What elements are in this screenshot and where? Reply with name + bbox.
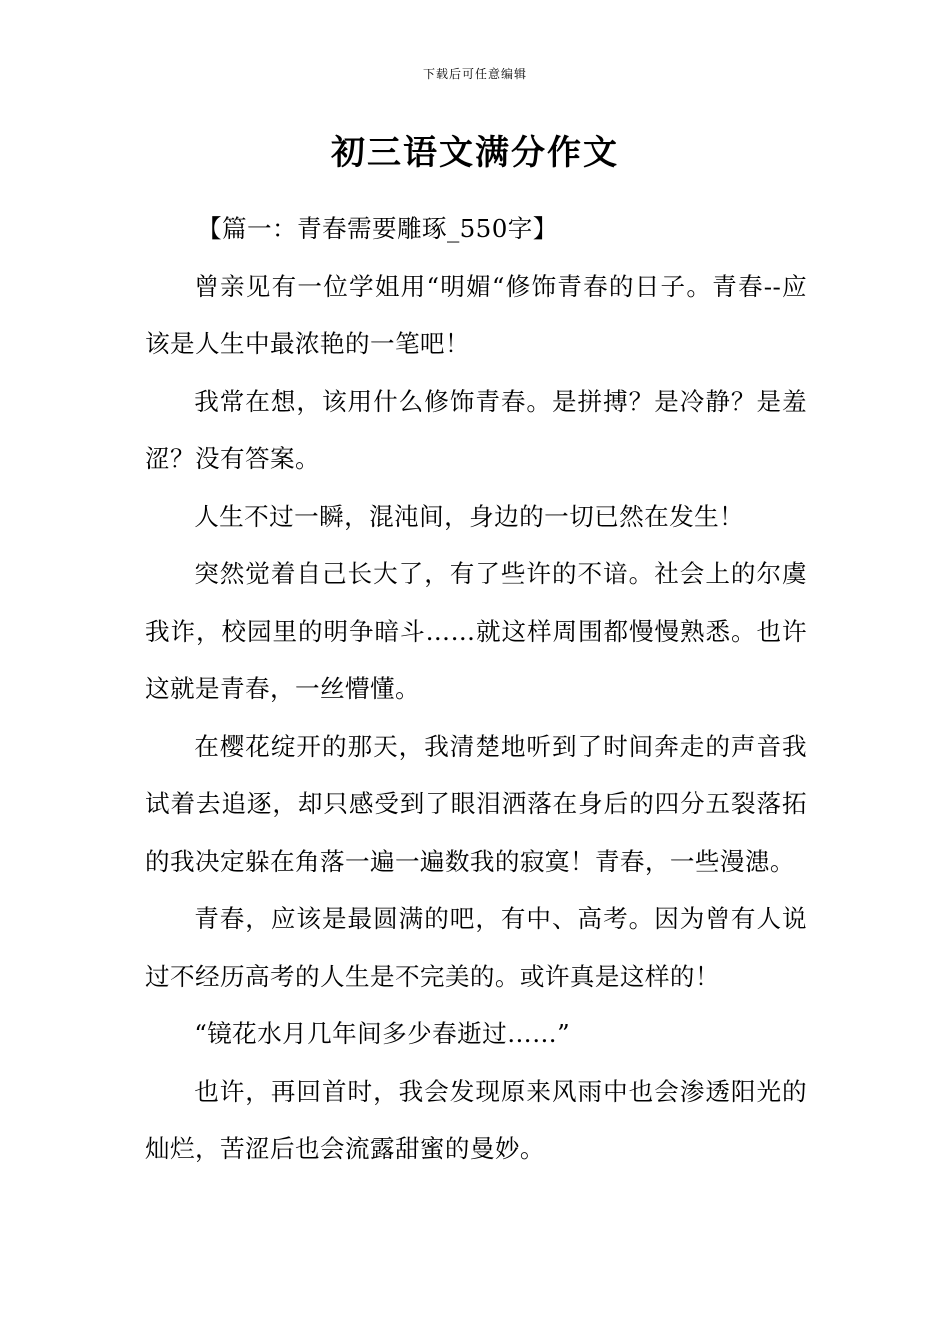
paragraph: “镜花水月几年间多少春逝过……” [194,1019,571,1048]
document-body [145,200,807,1178]
paragraph: 人生不过一瞬，混沌间，身边的一切已然在发生！ [194,501,745,531]
paragraph: 青春，应该是最圆满的吧，有中、高考。因为曾有人说过不经历高考的人生是不完美的。或许真是这样的！ [145,904,807,991]
document-title: 初三语文满分作文 [331,133,619,173]
paragraph: 曾亲见有一位学姐用“明媚“修饰青春的日子。青春--应该是人生中最浓艳的一笔吧！ [145,271,807,358]
paragraph: 在樱花绽开的那天，我清楚地听到了时间奔走的声音我试着去追逐，却只感受到了眼泪洒落在身后的四分五裂落拓的我决定躲在角落一遍一遍数我的寂寞！青春，一些漫漶。 [145,731,807,876]
paragraph: 我常在想，该用什么修饰青春。是拼搏？是冷静？是羞涩？没有答案。 [145,386,807,473]
paragraph: 突然觉着自己长大了，有了些许的不谙。社会上的尔虞我诈，校园里的明争暗斗……就这样周围都慢慢熟悉。也许这就是青春，一丝懵懂。 [145,559,807,703]
section-heading: 【篇一：青春需要雕琢_550字】 [197,214,558,243]
paragraph: 也许，再回首时，我会发现原来风雨中也会渗透阳光的灿烂，苦涩后也会流露甜蜜的曼妙。 [145,1076,807,1163]
header-note: 下载后可任意编辑 [422,67,527,81]
